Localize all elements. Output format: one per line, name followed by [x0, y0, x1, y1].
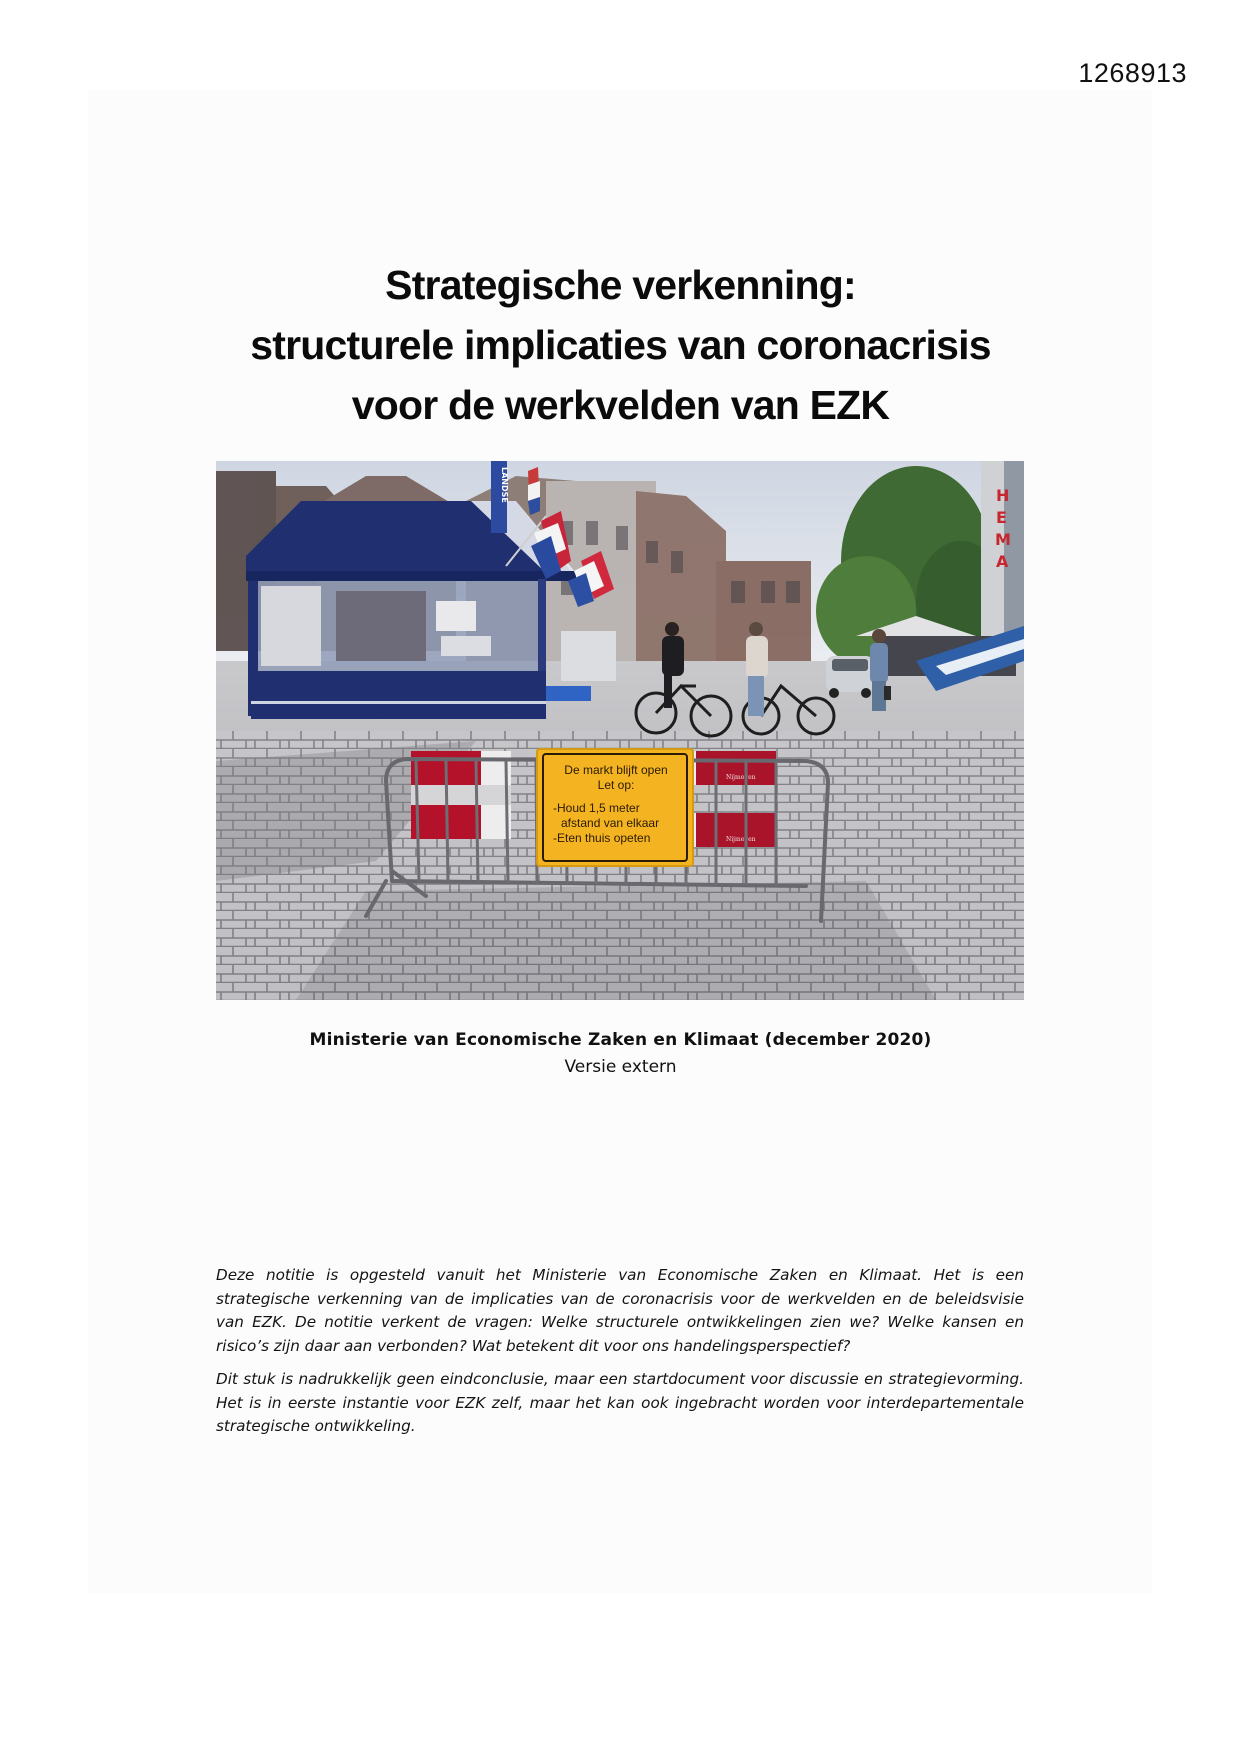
cover-photo	[216, 461, 1024, 1000]
market-tent	[246, 501, 576, 719]
svg-text:A: A	[996, 552, 1009, 571]
svg-text:-Eten thuis opeten: -Eten thuis opeten	[553, 831, 651, 845]
svg-text:M: M	[995, 530, 1011, 549]
market-open-sign	[537, 749, 693, 866]
publisher-line: Ministerie van Economische Zaken en Klimaat (december 2020)	[309, 1030, 932, 1050]
version-label: Versie extern	[564, 1057, 677, 1077]
svg-text:LANDSE: LANDSE	[500, 467, 509, 503]
svg-text:E: E	[996, 508, 1007, 527]
svg-text:Nijmegen: Nijmegen	[726, 836, 756, 843]
svg-text:De markt blijft open: De markt blijft open	[564, 763, 668, 777]
promo-banner	[491, 461, 509, 533]
svg-text:H: H	[996, 486, 1010, 505]
car	[826, 656, 874, 698]
intro-paragraph-1: Deze notitie is opgesteld vanuit het Ministerie van Economische Zaken en Klimaat. Het is een strategische verkenning van de implicaties van de coronacrisis voor de werkvelden en de beleidsvisie van EZK. De notitie verkent de vragen: Welke structurele ontwikkelingen zien we? Welke kansen en risico’s zijn daar aan verbonden? Wat betekent dit voor ons handelingsperspectief?	[216, 1266, 1024, 1355]
title-line-1: Strategische verkenning:	[385, 262, 856, 308]
svg-text:afstand van elkaar: afstand van elkaar	[561, 816, 660, 830]
svg-text:Let op:: Let op:	[597, 778, 635, 792]
title-line-2: structurele implicaties van coronacrisis	[250, 322, 991, 368]
document-number: 1268913	[1078, 58, 1187, 88]
document-title	[0, 255, 1241, 435]
svg-text:-Houd 1,5 meter: -Houd 1,5 meter	[553, 801, 640, 815]
title-line-3: voor de werkvelden van EZK	[351, 382, 890, 428]
svg-text:Nijmegen: Nijmegen	[726, 774, 756, 781]
intro-text	[216, 1264, 1024, 1449]
intro-paragraph-2: Dit stuk is nadrukkelijk geen eindconclusie, maar een startdocument voor discussie en strategievorming. Het is in eerste instantie voor EZK zelf, maar het kan ook ingebracht worden voor interdepartementale strategische ontwikkeling.	[216, 1370, 1024, 1435]
